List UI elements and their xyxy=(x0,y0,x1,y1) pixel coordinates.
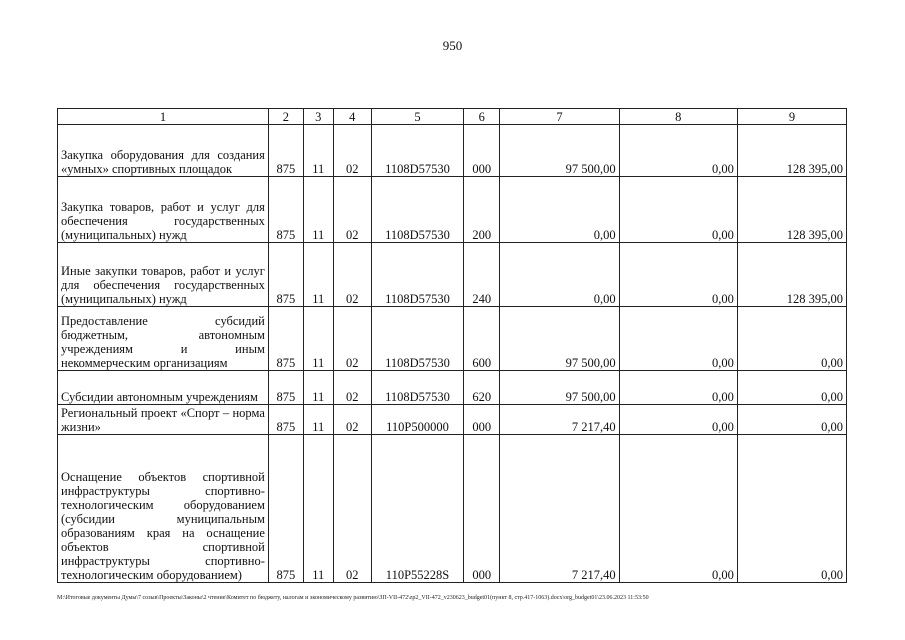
cell-admin-code: 875 xyxy=(268,125,303,177)
cell-section: 11 xyxy=(303,125,333,177)
header-cell: 8 xyxy=(619,109,737,125)
cell-target-article: 1108D57530 xyxy=(371,243,464,307)
table-row xyxy=(58,307,847,371)
document-file-path: M:\Итоговые документы Думы\7 созыв\Проекты\Законы\2 чтение\Комитет по бюджету, налогам и экономическому развитию\ЗП-VII-472\zp2_VII-472_v230623_budget01(пункт 8, стр.417-1063).docx\org_budget01\23.06.2023 11:53:50 xyxy=(57,595,649,601)
table-header-row xyxy=(58,109,847,125)
cell-target-article: 1108D57530 xyxy=(371,371,464,405)
cell-section: 11 xyxy=(303,307,333,371)
cell-admin-code: 875 xyxy=(268,435,303,583)
cell-amount-2: 0,00 xyxy=(619,125,737,177)
cell-amount-3: 0,00 xyxy=(737,371,846,405)
row-name: Региональный проект «Спорт – норма жизни» xyxy=(58,405,269,435)
table-row xyxy=(58,405,847,435)
header-cell: 4 xyxy=(333,109,371,125)
cell-amount-3: 128 395,00 xyxy=(737,125,846,177)
cell-expense-type: 000 xyxy=(464,435,500,583)
table-row xyxy=(58,243,847,307)
budget-table xyxy=(57,108,847,583)
cell-amount-1: 7 217,40 xyxy=(500,435,619,583)
cell-expense-type: 200 xyxy=(464,177,500,243)
cell-expense-type: 000 xyxy=(464,405,500,435)
cell-subsection: 02 xyxy=(333,435,371,583)
header-cell: 5 xyxy=(371,109,464,125)
header-cell: 7 xyxy=(500,109,619,125)
cell-admin-code: 875 xyxy=(268,177,303,243)
cell-amount-3: 128 395,00 xyxy=(737,177,846,243)
table-row xyxy=(58,177,847,243)
cell-section: 11 xyxy=(303,435,333,583)
cell-target-article: 1108D57530 xyxy=(371,307,464,371)
header-cell: 6 xyxy=(464,109,500,125)
table-row xyxy=(58,371,847,405)
cell-admin-code: 875 xyxy=(268,405,303,435)
cell-expense-type: 240 xyxy=(464,243,500,307)
row-name: Закупка оборудования для создания «умных» спортивных площадок xyxy=(58,125,269,177)
cell-amount-2: 0,00 xyxy=(619,177,737,243)
cell-subsection: 02 xyxy=(333,405,371,435)
cell-amount-3: 128 395,00 xyxy=(737,243,846,307)
cell-subsection: 02 xyxy=(333,243,371,307)
cell-amount-3: 0,00 xyxy=(737,405,846,435)
cell-expense-type: 000 xyxy=(464,125,500,177)
cell-subsection: 02 xyxy=(333,177,371,243)
header-cell: 2 xyxy=(268,109,303,125)
cell-amount-1: 0,00 xyxy=(500,243,619,307)
cell-amount-2: 0,00 xyxy=(619,243,737,307)
table-row xyxy=(58,435,847,583)
cell-amount-1: 97 500,00 xyxy=(500,371,619,405)
cell-subsection: 02 xyxy=(333,371,371,405)
cell-amount-1: 7 217,40 xyxy=(500,405,619,435)
cell-section: 11 xyxy=(303,405,333,435)
cell-amount-3: 0,00 xyxy=(737,435,846,583)
cell-admin-code: 875 xyxy=(268,243,303,307)
cell-subsection: 02 xyxy=(333,307,371,371)
cell-amount-2: 0,00 xyxy=(619,435,737,583)
page-number: 950 xyxy=(442,38,463,53)
cell-target-article: 1108D57530 xyxy=(371,177,464,243)
table-row xyxy=(58,125,847,177)
cell-section: 11 xyxy=(303,177,333,243)
cell-expense-type: 600 xyxy=(464,307,500,371)
cell-section: 11 xyxy=(303,243,333,307)
cell-amount-1: 97 500,00 xyxy=(500,307,619,371)
cell-admin-code: 875 xyxy=(268,371,303,405)
cell-subsection: 02 xyxy=(333,125,371,177)
cell-admin-code: 875 xyxy=(268,307,303,371)
header-cell: 9 xyxy=(737,109,846,125)
cell-target-article: 110P500000 xyxy=(371,405,464,435)
header-cell: 1 xyxy=(58,109,269,125)
cell-target-article: 110P55228S xyxy=(371,435,464,583)
cell-amount-1: 97 500,00 xyxy=(500,125,619,177)
cell-amount-1: 0,00 xyxy=(500,177,619,243)
row-name: Субсидии автономным учреждениям xyxy=(58,371,269,405)
header-cell: 3 xyxy=(303,109,333,125)
row-name: Предоставление субсидий бюджетным, автономным учреждениям и иным некоммерческим организациям xyxy=(58,307,269,371)
row-name: Иные закупки товаров, работ и услуг для обеспечения государственных (муниципальных) нужд xyxy=(58,243,269,307)
row-name: Оснащение объектов спортивной инфраструктуры спортивно-технологическим оборудованием (субсидии муниципальным образованиям края на оснащение объектов спортивной инфраструктуры спортивно-технологическим оборудованием) xyxy=(58,435,269,583)
cell-target-article: 1108D57530 xyxy=(371,125,464,177)
cell-expense-type: 620 xyxy=(464,371,500,405)
row-name: Закупка товаров, работ и услуг для обеспечения государственных (муниципальных) нужд xyxy=(58,177,269,243)
cell-amount-2: 0,00 xyxy=(619,405,737,435)
cell-amount-3: 0,00 xyxy=(737,307,846,371)
cell-section: 11 xyxy=(303,371,333,405)
cell-amount-2: 0,00 xyxy=(619,371,737,405)
cell-amount-2: 0,00 xyxy=(619,307,737,371)
